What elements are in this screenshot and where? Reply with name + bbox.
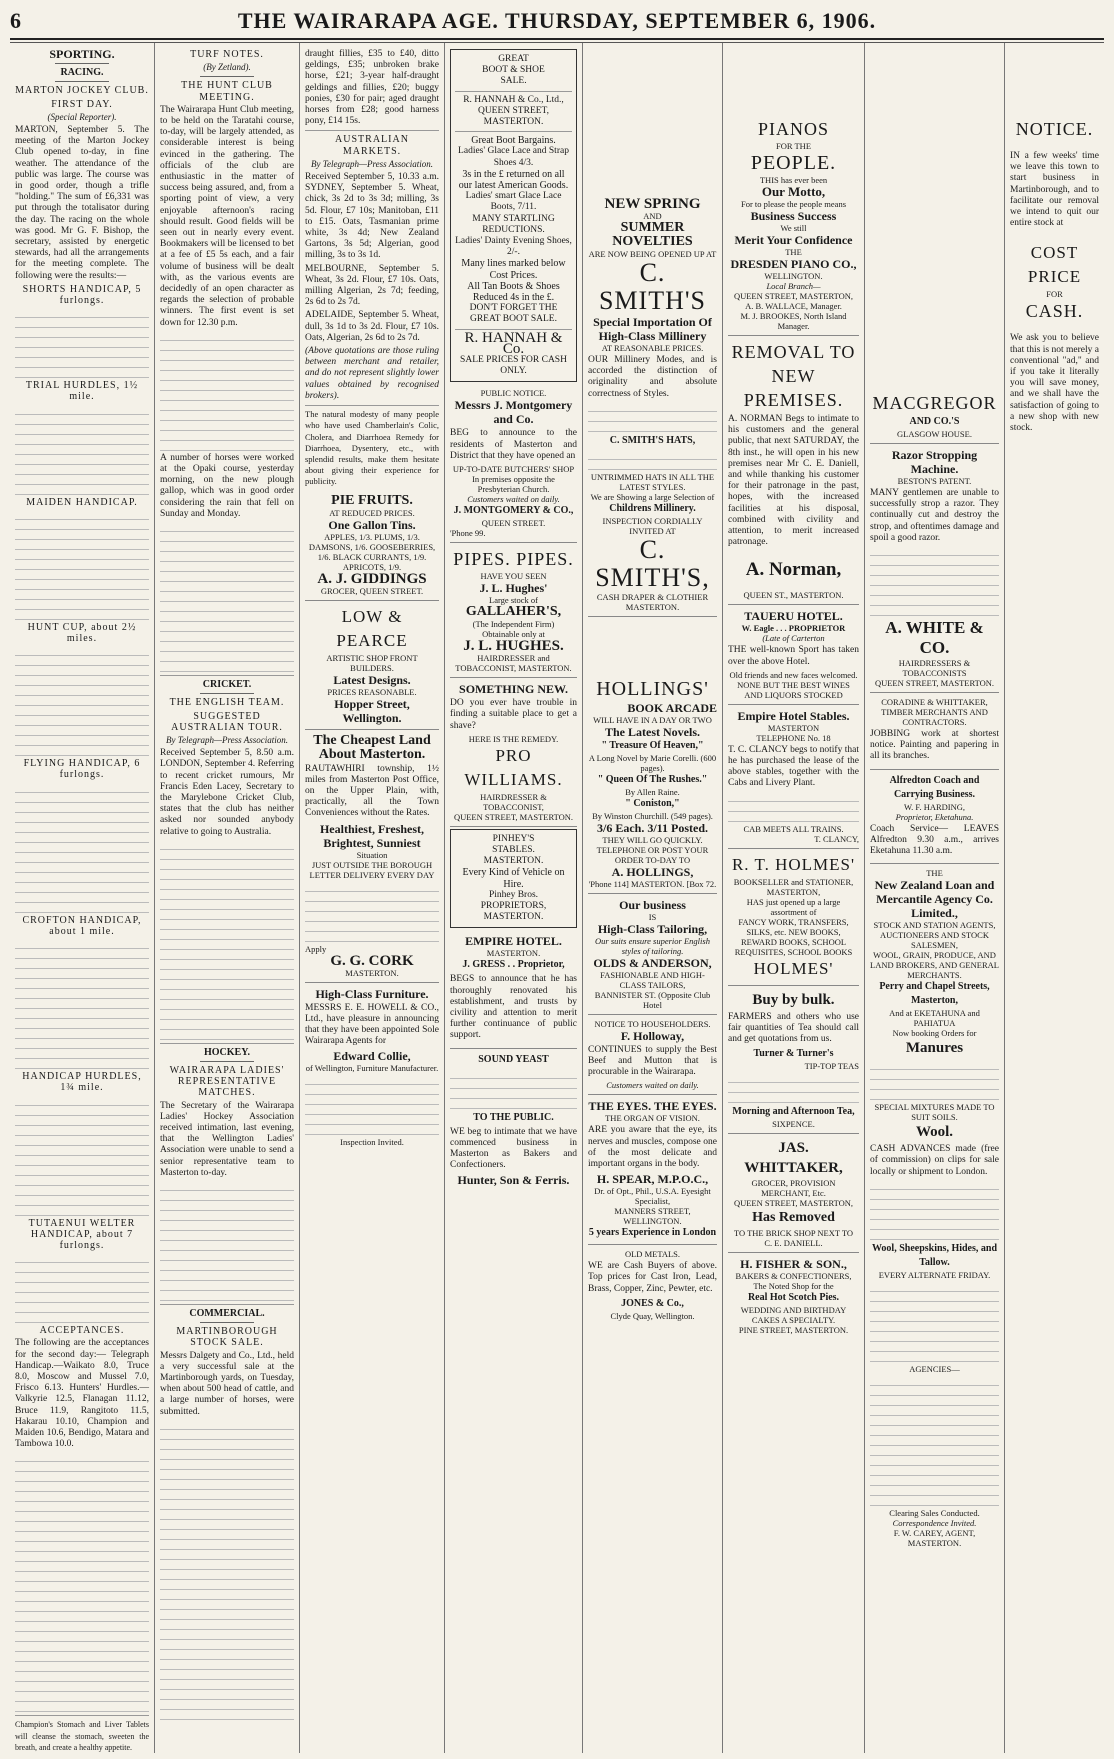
day-heading: FIRST DAY. xyxy=(51,98,113,110)
sub-heading: RACING. xyxy=(60,67,104,79)
section-heading: CRICKET. xyxy=(202,679,252,691)
article-paragraph: draught fillies, £35 to £40, ditto geldings, £35; unbroken brake horse, £21; 3-year half-draught geldings and fillies, £20; buggy ponies, £30 for pair; aged draught horses from £28; good harness pony, £14 15s. xyxy=(305,49,439,127)
section-heading: TURF NOTES. xyxy=(190,49,264,60)
column-ads-1 xyxy=(445,43,583,1753)
sub-heading: MARTINBOROUGH STOCK SALE. xyxy=(176,1326,278,1349)
columns xyxy=(10,42,1104,1753)
article-paragraph: ADELAIDE, September 5. Wheat, dull, 3s 1d to 3s 2d. Flour, £7 10s. Oats, Algerian, 2s 6d to 2s 7d. xyxy=(305,310,439,343)
ad-holmes: R. T. HOLMES' BOOKSELLER and STATIONER, MASTERTON, HAS just opened up a large assortment of FANCY WORK, TRANSFERS, SILKS, etc. NEW BOOKS, REWARD BOOKS, SCHOOL REQUISITES, SCHOOL BOOKS HOLMES' xyxy=(728,849,859,986)
masthead xyxy=(10,8,1104,40)
ad-c-smith: NEW SPRING AND SUMMER NOVELTIES ARE NOW BEING OPENED UP AT C. SMITH'S Special Importation Of High-Class Millinery AT REASONABLE PRICES. OUR Millinery Modes, and is accorded the distinction of originality and absolute correctness of Styles. C. SMITH'S HATS, UNTRIMMED HATS IN ALL THE LATEST STYLES. We are Showing a large Selection of Childrens Millinery. INSPECTION CORDIALLY INVITED AT C. SMITH'S, CASH DRAPER & CLOTHIER MASTERTON. xyxy=(588,47,717,617)
ad-fisher: H. FISHER & SON., BAKERS & CONFECTIONERS, The Noted Shop for the Real Hot Scotch Pies. WEDDING AND BIRTHDAY CAKES A SPECIALTY. PINE STREET, MASTERTON. xyxy=(735,1257,852,1336)
ad-to-the-public: SOUND YEAST TO THE PUBLIC. WE beg to intimate that we have commenced business in Masterton as Bakers and Confectioners. Hunter, Son & Ferris. xyxy=(450,1053,577,1188)
race-heading: MAIDEN HANDICAP. xyxy=(26,496,138,508)
article-paragraph: MELBOURNE, September 5. Wheat, 3s 2d. Flour, £7 10s. Oats, milling Algerian, 2s 7d; feeding, 2s 6d to 2s 7d. xyxy=(305,263,439,308)
ad-coradine: CORADINE & WHITTAKER, TIMBER MERCHANTS AND CONTRACTORS. JOBBING work at shortest notice. Painting and papering in all its branches. xyxy=(870,693,999,770)
article-paragraph: Received September 5, 10.33 a.m. SYDNEY, September 5. Wheat, chick, 3s 2d to 3s 3d; milling, 3s 5d. Flour, £7 10s; Manitoban, £11 to £15. Oats, Tasmanian prime white, 3s 4d; New Zealand Gartons, 3s 5d; Algerian, good milling, 3s to 3s 1d. xyxy=(305,172,439,261)
sub-heading: SUGGESTED AUSTRALIAN TOUR. xyxy=(171,710,283,733)
article-paragraph: The following are the acceptances for the second day:— Telegraph Handicap.—Waikato 8.0, Truce 8.0, Moscow and Mussel 7.0, Frisco 6.13. Hunters' Hurdles.—Valkyrie 12.5, Flanagan 11.12, Bruce 11.9, Rangitoto 11.5, Hakarau 10.10, Champion and Maiden 10.6, Bendigo, Matara and Tambowa 10.0. xyxy=(15,1338,149,1450)
ad-macgregor: MACGREGOR AND CO.'S GLASGOW HOUSE. xyxy=(870,387,999,444)
ad-the-eyes: THE EYES. THE EYES. THE ORGAN OF VISION. ARE you aware that the eye, its nerves and muscles, compose one of the most delicate and important organs in the body. H. SPEAR, M.P.O.C., Dr. of Opt., Phil., U.S.A. Eyesight Specialist, MANNERS STREET, WELLINGTON. 5 years Experience in London xyxy=(588,1095,717,1245)
ad-dresden-piano: PIANOS FOR THE PEOPLE. THIS has ever been Our Motto, For to please the people means Business Success We still Merit Your Confidence THE DRESDEN PIANO CO., WELLINGTON. Local Branch— QUEEN STREET, MASTERTON, A. B. WALLACE, Manager. M. J. BROOKES, North Island Manager. xyxy=(728,47,859,336)
ad-olds-anderson: Our business IS High-Class Tailoring, Our suits ensure superior English styles of tailoring. OLDS & ANDERSON, FASHIONABLE AND HIGH-CLASS TAILORS, BANNISTER ST. (Opposite Club Hotel xyxy=(588,894,717,1015)
ad-notice-cost-price: NOTICE. IN a few weeks' time we leave this town to start business in Martinborough, and to facilitate our removal we intend to quit our entire stock at COST PRICE FOR CASH. We ask you to believe that this is not merely a conventional "ad," and if you take it literally you will save money, and we shall have the satisfaction of going to a new shop with new stock. xyxy=(1010,119,1099,434)
column-sporting xyxy=(10,43,155,1753)
ad-razor-stropping: Razor Stropping Machine. BESTON'S PATENT. MANY gentlemen are unable to successfully strop a razor. They continually cut and destroy the strop, and oftentimes damage and spoil a good razor. A. WHITE & CO. HAIRDRESSERS & TOBACCONISTS QUEEN STREET, MASTERTON. xyxy=(870,444,999,693)
article-paragraph: A number of horses were worked at the Opaki course, yesterday morning, on the new plough gallop, which was in good order considering the rain that fell on Sunday and Monday. xyxy=(160,452,294,519)
sub-heading: THE ENGLISH TEAM. xyxy=(169,697,285,709)
column-ads-4 xyxy=(865,43,1005,1753)
byline: By Telegraph—Press Association. xyxy=(311,158,433,169)
ad-buy-by-bulk: Buy by bulk. FARMERS and others who use fair quantities of Tea should call and get quotations from us. Turner & Turner's TIP-TOP TEAS Morning and Afternoon Tea, SIXPENCE. xyxy=(728,986,859,1135)
ad-montgomery: PUBLIC NOTICE. Messrs J. Montgomery and Co. BEG to announce to the residents of Masterton and District that they have opened an UP-TO-DATE BUTCHERS' SHOP In premises opposite the Presbyterian Church. Customers waited on daily. J. MONTGOMERY & CO., QUEEN STREET. 'Phone 99. xyxy=(450,384,577,543)
footer-ad: Champion's Stomach and Liver Tablets will cleanse the stomach, sweeten the breath, and create a healthy appetite. xyxy=(15,1720,149,1752)
race-heading: TRIAL HURDLES, 1½ mile. xyxy=(25,380,139,403)
article-paragraph: Received September 5, 8.50 a.m. LONDON, September 4. Referring to recent cricket rumours, Mr Francis Eden Lacey, Secretary to the Marylebone Cricket Club, states that the club has neither asked nor sounded anybody relative to going to Australia. xyxy=(160,748,294,837)
column-turf-notes xyxy=(155,43,300,1753)
column-ads-2 xyxy=(583,43,723,1753)
column-markets-ads xyxy=(300,43,445,1753)
section-heading: SPORTING. xyxy=(49,47,115,61)
race-heading: FLYING HANDICAP, 6 furlongs. xyxy=(23,758,141,781)
race-heading: CROFTON HANDICAP, about 1 mile. xyxy=(22,914,142,937)
section-heading: HOCKEY. xyxy=(203,1046,251,1058)
column-notice xyxy=(1005,43,1104,1753)
race-heading: HUNT CUP, about 2½ miles. xyxy=(27,621,137,645)
article-paragraph: MARTON, September 5. The meeting of the Marton Jockey Club opened to-day, in fine weather. The attendance of the public was large. The course was in good order, though a trifle "holding." The sum of £6,331 was put through the totalisator during the day. The racing on the whole was good. Mr G. F. Bishop, the secretary, assisted by energetic stewards, had all the arrangements for the meeting complete. The following were the results:— xyxy=(15,125,149,281)
section-heading: AUSTRALIAN MARKETS. xyxy=(335,134,409,157)
article-paragraph: The Wairarapa Hunt Club meeting, to be held on the Taratahi course, to-day, will be largely attended, as considerable interest is being evinced in the gathering. The officials of the club are enthusiastic in the matter of success being assured, and, from a sporting point of view, a very enjoyable afternoon's racing should result. Good fields will be seen out in nearly every event. Bookmakers will be licensed to bet at a fee of £5 5s each, and a fair volume of business will be dealt with, as the various events are decidedly of an open character as regards the selection of probable winners. The first event is set down for 12.30 p.m. xyxy=(160,104,294,328)
byline: By Telegraph—Press Association. xyxy=(166,734,288,745)
ad-pie-fruits: PIE FRUITS. AT REDUCED PRICES. One Gallon Tins. APPLES, 1/3. PLUMS, 1/3. DAMSONS, 1/6. GOOSEBERRIES, 1/6. BLACK CURRANTS, 1/9. APRICOTS, 1/9. A. J. GIDDINGS GROCER, QUEEN STREET. xyxy=(305,490,439,601)
ad-nz-loan: THE New Zealand Loan and Mercantile Agency Co. Limited., STOCK AND STATION AGENTS, AUCTIONEERS AND STOCK SALESMEN, WOOL, GRAIN, PRODUCE, AND LAND BROKERS, AND GENERAL MERCHANTS. Perry and Chapel Streets, Masterton, And at EKETAHUNA and PAHIATUA Now booking Orders for Manures SPECIAL MIXTURES MADE TO SUIT SOILS. Wool. CASH ADVANCES made (free of commission) on clips for sale locally or shipment to London. Wool, Sheepskins, Hides, and Tallow. EVERY ALTERNATE FRIDAY. AGENCIES— Clearing Sales Conducted. Correspondence Invited. F. W. CAREY, AGENT, MASTERTON. xyxy=(870,868,999,1548)
section-heading: COMMERCIAL. xyxy=(189,1307,265,1319)
ad-old-metals: OLD METALS. WE are Cash Buyers of above. Top prices for Cast Iron, Lead, Brass, Copper, Zinc, Pewter, etc. JONES & Co., Clyde Quay, Wellington. xyxy=(588,1249,717,1321)
ad-boot-sale: GREAT BOOT & SHOE SALE. R. HANNAH & Co., Ltd., QUEEN STREET, MASTERTON. Great Boot Bargains. Ladies' Glace Lace and Strap Shoes 4/3. 3s in the £ returned on all our latest American Goods. Ladies' smart Glace Lace Boots, 7/11. MANY STARTLING REDUCTIONS. Ladies' Dainty Evening Shoes, 2/-. Many lines marked below Cost Prices. All Tan Boots & Shoes Reduced 4s in the £. DON'T FORGET THE GREAT BOOT SALE. R. HANNAH & Co. SALE PRICES FOR CASH ONLY. xyxy=(450,49,577,382)
ad-pipes: PIPES. PIPES. HAVE YOU SEEN J. L. Hughes' Large stock of GALLAHER'S, (The Independent Firm) Obtainable only at J. L. HUGHES. HAIRDRESSER and TOBACCONIST, MASTERTON. xyxy=(450,543,577,678)
sub-heading: THE HUNT CLUB MEETING. xyxy=(181,80,273,103)
notice-paragraph: The natural modesty of many people who have used Chamberlain's Colic, Cholera, and Diarrhoea Remedy for Diarrhoea, Dysentery, etc., with splendid results, make them hesitate about giving their experience for publicity. xyxy=(305,409,439,487)
article-paragraph: The Secretary of the Wairarapa Ladies' Hockey Association received intimation, last evening, that the Wellington Ladies' Association were unable to send a senior representative team to Masterton to-day. xyxy=(160,1100,294,1178)
ad-empire-hotel: EMPIRE HOTEL. MASTERTON. J. GRESS . . Proprietor, BEGS to announce that he has thoroughly renovated his establishment, and trusts by civility and attention to merit further continuance of public support. xyxy=(450,930,577,1048)
column-ads-3 xyxy=(723,43,865,1753)
ad-pinheys-stables: PINHEY'S STABLES. MASTERTON. Every Kind of Vehicle on Hire. Pinhey Bros. PROPRIETORS, MASTERTON. xyxy=(450,829,577,929)
ad-low-pearce: LOW & PEARCE ARTISTIC SHOP FRONT BUILDERS. Latest Designs. PRICES REASONABLE. Hopper Street, Wellington. xyxy=(305,601,439,730)
event-heading: MARTON JOCKEY CLUB. xyxy=(15,85,149,97)
race-heading: SHORTS HANDICAP, 5 furlongs. xyxy=(22,283,142,307)
ad-norman-removal: REMOVAL TO NEW PREMISES. A. NORMAN Begs to intimate to his customers and the general public, that next SATURDAY, the 8th inst., he will open in his new premises near Mr C. E. Daniell, and while thanking his customer for their patronage in the past, hopes, with the increased facilities at his disposal, combined with civility and attention, to merit increased patronage. A. Norman, QUEEN ST., MASTERTON. xyxy=(728,336,859,605)
ad-whittaker: JAS. WHITTAKER, GROCER, PROVISION MERCHANT, Etc. QUEEN STREET, MASTERTON, Has Removed TO THE BRICK SHOP NEXT TO C. E. DANIELL. xyxy=(728,1134,859,1253)
race-heading: TUTAENUI WELTER HANDICAP, about 7 furlongs. xyxy=(28,1217,136,1251)
article-paragraph: Messrs Dalgety and Co., Ltd., held a very successful sale at the Martinborough yards, on Tuesday, when about 500 head of cattle, and a large number of horses, were submitted. xyxy=(160,1350,294,1417)
article-paragraph: (Above quotations are those ruling between merchant and retailer, and do not represent slightly lower values obtained by recognised brokers). xyxy=(305,346,439,401)
byline: (By Zetland). xyxy=(203,62,251,73)
race-heading: ACCEPTANCES. xyxy=(39,1325,125,1337)
sub-heading: WAIRARAPA LADIES' REPRESENTATIVE MATCHES. xyxy=(169,1064,285,1099)
page-number: 6 xyxy=(10,8,21,33)
ad-taueru-hotel: TAUERU HOTEL. W. Eagle . . . PROPRIETOR (Late of Carterton THE well-known Sport has taken over the above Hotel. Old friends and new faces welcomed. NONE BUT THE BEST WINES AND LIQUORS STOCKED xyxy=(728,605,859,704)
ad-something-new: SOMETHING NEW. DO you ever have trouble in finding a suitable place to get a shave? HERE IS THE REMEDY. PRO WILLIAMS. HAIRDRESSER & TOBACCONIST, QUEEN STREET, MASTERTON. xyxy=(450,678,577,827)
ad-furniture: High-Class Furniture. MESSRS E. E. HOWELL & CO., Ltd., have pleasure in announcing that they have been appointed Sole Wairarapa Agents for Edward Collie, of Wellington, Furniture Manufacturer. Inspection Invited. xyxy=(305,986,439,1148)
ad-holloway: NOTICE TO HOUSEHOLDERS. F. Holloway, CONTINUES to supply the Best Beef and Mutton that is procurable in the Wairarapa. Customers waited on daily. xyxy=(588,1015,717,1096)
race-heading: HANDICAP HURDLES, 1¾ mile. xyxy=(22,1071,142,1094)
ad-empire-stables: Empire Hotel Stables. MASTERTON TELEPHONE No. 18 T. C. CLANCY begs to notify that he has purchased the lease of the above stables, together with the Cabs and Livery Plant. CAB MEETS ALL TRAINS. T. CLANCY, xyxy=(728,705,859,849)
ad-hollings: HOLLINGS' BOOK ARCADE WILL HAVE IN A DAY OR TWO The Latest Novels. " Treasure Of Heaven," A Long Novel by Marie Corelli. (600 pages). " Queen Of The Rushes." By Allen Raine. " Coniston," By Winston Churchill. (549 pages). 3/6 Each. 3/11 Posted. THEY WILL GO QUICKLY. TELEPHONE OR POST YOUR ORDER TO-DAY TO A. HOLLINGS, 'Phone 114] MASTERTON. [Box 72. xyxy=(588,617,717,894)
ad-alfredton-coach: Alfredton Coach and Carrying Business. W. F. HARDING, Proprietor, Eketahuna. Coach Service— LEAVES Alfredton 9.30 a.m., arrives Eketahuna 11.30 a.m. xyxy=(870,770,999,865)
byline: (Special Reporter). xyxy=(47,111,117,122)
newspaper-title: THE WAIRARAPA AGE. THURSDAY, SEPTEMBER 6, 1906. xyxy=(237,8,877,33)
ad-cheapest-land: The Cheapest Land About Masterton. RAUTAWHIRI township, 1½ miles from Masterton Post Office, on the Upper Plain, with, practically, all the Town Conveniences without the Rates. Healthiest, Freshest, Brightest, Sunniest Situation JUST OUTSIDE THE BOROUGH LETTER DELIVERY EVERY DAY Apply G. G. CORK MASTERTON. xyxy=(305,730,439,983)
